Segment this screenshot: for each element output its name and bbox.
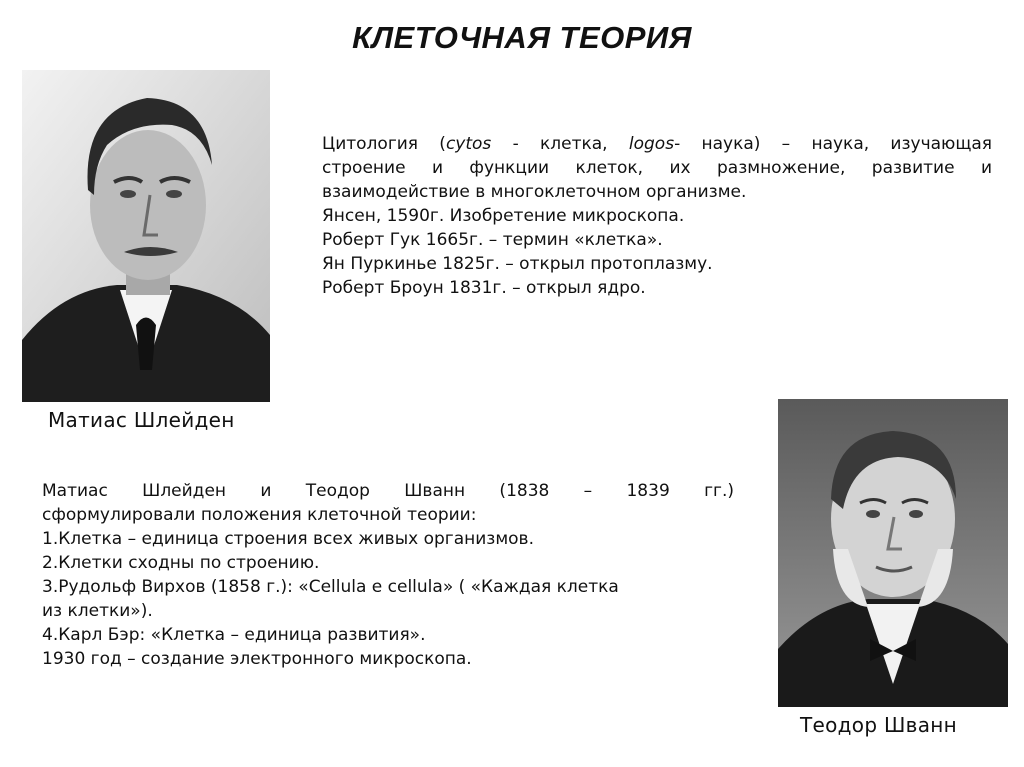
theory-item: 3.Рудольф Вирхов (1858 г.): «Cellula e cellula» ( «Каждая клетка: [42, 577, 619, 597]
history-fact: Янсен, 1590г. Изобретение микроскопа.: [322, 206, 685, 226]
theory-item: из клетки»).: [42, 601, 153, 621]
slide-title: КЛЕТОЧНАЯ ТЕОРИЯ: [352, 20, 692, 55]
cell-theory-text: [42, 479, 734, 671]
theory-intro-line: Матиас Шлейден и Теодор Шванн (1838 – 1839 гг.): [42, 481, 734, 501]
theory-item: 2.Клетки сходны по строению.: [42, 553, 320, 573]
theory-item: 4.Карл Бэр: «Клетка – единица развития».: [42, 625, 426, 645]
cytology-definition-line: взаимодействие в многоклеточном организме.: [322, 182, 747, 202]
cytology-definition-line: строение и функции клеток, их размножение, развитие и: [322, 158, 992, 178]
theory-intro-line: сформулировали положения клеточной теории:: [42, 505, 477, 525]
cytology-definition-line: Цитология (cytos - клетка, logos- наука) – наука, изучающая: [322, 134, 993, 154]
theory-item: 1930 год – создание электронного микроскопа.: [42, 649, 472, 669]
portrait-schwann: [778, 399, 1008, 707]
history-fact: Роберт Броун 1831г. – открыл ядро.: [322, 278, 646, 298]
caption-schwann: Теодор Шванн: [800, 713, 958, 737]
theory-item: 1.Клетка – единица строения всех живых организмов.: [42, 529, 534, 549]
history-fact: Ян Пуркинье 1825г. – открыл протоплазму.: [322, 254, 713, 274]
history-fact: Роберт Гук 1665г. – термин «клетка».: [322, 230, 663, 250]
portrait-schleiden: [22, 70, 270, 402]
cytology-text: [322, 132, 992, 300]
caption-schleiden: Матиас Шлейден: [48, 408, 235, 432]
